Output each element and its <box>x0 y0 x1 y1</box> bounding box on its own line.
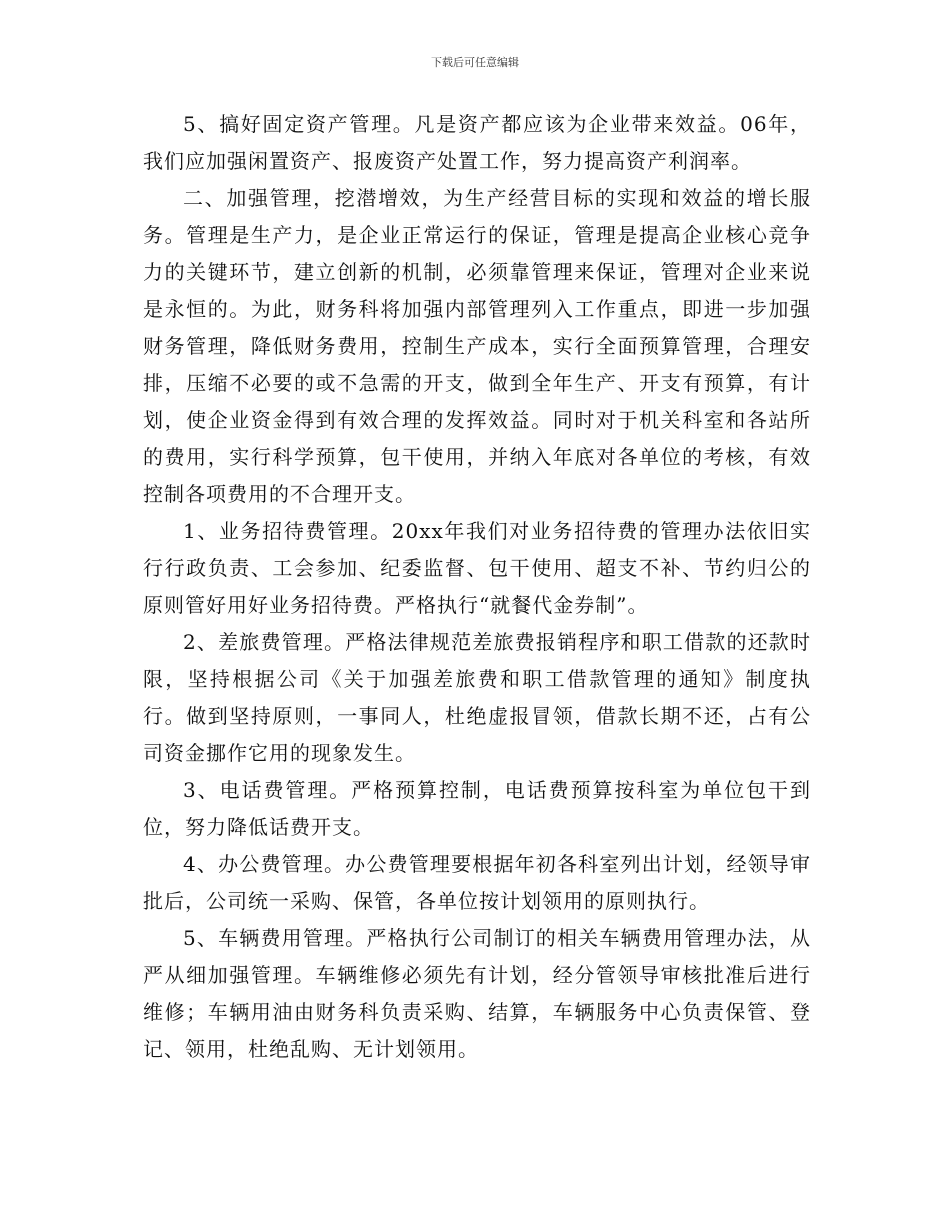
page-header: 下载后可任意编辑 <box>431 56 519 69</box>
paragraph-entertainment-expenses: 1、业务招待费管理。20xx年我们对业务招待费的管理办法依旧实行行政负责、工会参加、纪委监督、包干使用、超支不补、节约归公的原则管好用好业务招待费。严格执行“就餐代金券制”。 <box>143 519 811 617</box>
paragraph-telephone-expenses: 3、电话费管理。严格预算控制，电话费预算按科室为单位包干到位，努力降低话费开支。 <box>143 778 811 839</box>
paragraph-strengthen-management: 二、加强管理，挖潜增效，为生产经营目标的实现和效益的增长服务。管理是生产力，是企业正常运行的保证，管理是提高企业核心竞争力的关键环节，建立创新的机制，必须靠管理来保证，管理对企业来说是永恒的。为此，财务科将加强内部管理列入工作重点，即进一步加强财务管理，降低财务费用，控制生产成本，实行全面预算管理，合理安排，压缩不必要的或不急需的开支，做到全年生产、开支有预算，有计划，使企业资金得到有效合理的发挥效益。同时对于机关科室和各站所的费用，实行科学预算，包干使用，并纳入年底对各单位的考核，有效控制各项费用的不合理开支。 <box>143 186 811 506</box>
document-body <box>143 106 811 1068</box>
paragraph-vehicle-expenses: 5、车辆费用管理。严格执行公司制订的相关车辆费用管理办法，从严从细加强管理。车辆维修必须先有计划，经分管领导审核批准后进行维修；车辆用油由财务科负责采购、结算，车辆服务中心负责保管、登记、领用，杜绝乱购、无计划领用。 <box>143 926 811 1061</box>
paragraph-travel-expenses: 2、差旅费管理。严格法律规范差旅费报销程序和职工借款的还款时限，坚持根据公司《关于加强差旅费和职工借款管理的通知》制度执行。做到坚持原则，一事同人，杜绝虚报冒领，借款长期不还，占有公司资金挪作它用的现象发生。 <box>143 630 811 765</box>
paragraph-office-expenses: 4、办公费管理。办公费管理要根据年初各科室列出计划，经领导审批后，公司统一采购、保管，各单位按计划领用的原则执行。 <box>143 852 811 913</box>
paragraph-fixed-assets: 5、搞好固定资产管理。凡是资产都应该为企业带来效益。06年，我们应加强闲置资产、报废资产处置工作，努力提高资产利润率。 <box>143 112 811 173</box>
